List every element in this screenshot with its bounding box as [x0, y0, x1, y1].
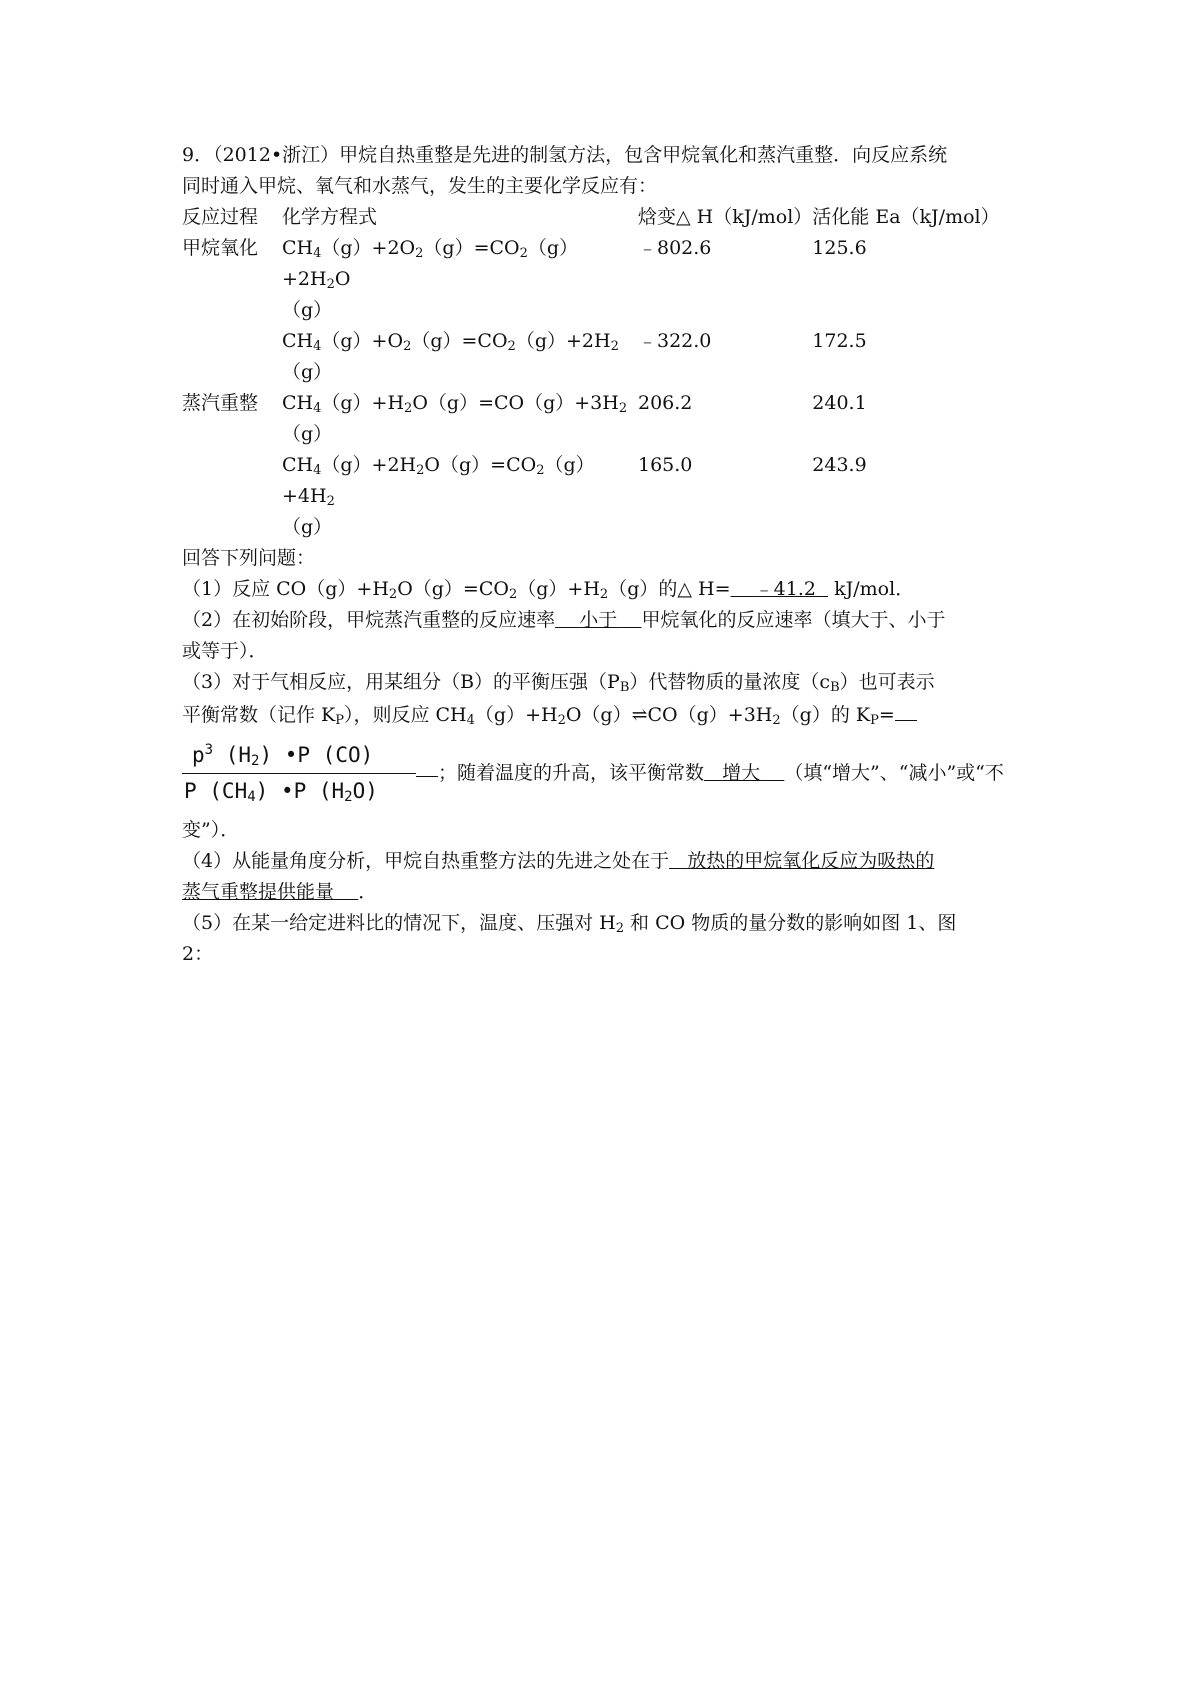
intro-line-2: 同时通入甲烷、氧气和水蒸气，发生的主要化学反应有：: [182, 175, 658, 197]
table-header-row: [182, 202, 1000, 233]
row-enthalpy: ﹣802.6: [638, 237, 712, 259]
question-3-line-1: （3）对于气相反应，用某组分（B）的平衡压强$(P_B)$代替物质的量浓度$(c_B)$也可表示: [182, 671, 935, 695]
answer-1-unit: kJ/mol．: [834, 578, 915, 600]
phase-wrap: （g）: [282, 516, 333, 538]
row-activation: 172.5: [812, 330, 867, 352]
answer-3: 增大: [722, 761, 761, 784]
question-4-line-2: 蒸气重整提供能量 ．: [182, 881, 378, 903]
row-equation: $CH_4(g)+2O_2(g)=CO_2(g)+2H_2O$ （g）: [282, 237, 579, 321]
phase-wrap: （g）: [282, 299, 333, 321]
kp-denominator: P $(CH_4)$ •P $(H_2O)$: [184, 778, 378, 805]
answer-4a: 放热的甲烷氧化反应为吸热的: [687, 850, 935, 872]
table-row: [182, 326, 1000, 388]
header-activation: 活化能 Ea（kJ/mol）: [812, 206, 1000, 228]
row-equation: $CH_4(g)+2H_2O(g)=CO_2(g)+4H_2$ （g）: [282, 454, 595, 538]
header-process: 反应过程: [182, 206, 259, 228]
kp-expression: [182, 740, 416, 807]
row-process: 甲烷氧化: [182, 237, 259, 259]
question-3-line-2: 平衡常数（记作 $K_P$），则反应 $CH_4(g)+H_2O(g)\rightleftharpoons CO(g)+3H_2(g)$的 $K_P=$: [182, 698, 1022, 731]
header-equation: 化学方程式: [282, 206, 378, 228]
question-1: （1）反应 $CO(g)+H_2O(g)=CO_2(g)+H_2(g)$的△ H= ﹣41.2 kJ/mol．: [182, 578, 915, 602]
answer-blank: [416, 770, 438, 777]
table-row: [182, 450, 1000, 543]
reaction-table: [182, 202, 1000, 543]
row-equation: $CH_4(g)+H_2O(g)=CO(g)+3H_2$ （g）: [282, 392, 628, 445]
row-process: [182, 326, 282, 388]
kp-numerator: $p^3$ $(H_2)$ •P (CO): [182, 740, 416, 774]
row-activation: 240.1: [812, 392, 867, 414]
trend-suffix: （填“增大”、“减小”或“不: [784, 761, 1004, 784]
answer-4b: 蒸气重整提供能量: [182, 881, 335, 903]
header-enthalpy: 焓变△ H（kJ/mol）: [638, 206, 813, 228]
row-activation: 125.6: [812, 237, 867, 259]
row-process: 蒸汽重整: [182, 392, 259, 414]
answer-blank: [895, 698, 917, 721]
phase-wrap: （g）: [282, 423, 333, 445]
table-row: [182, 388, 1000, 450]
row-enthalpy: 206.2: [638, 392, 693, 414]
question-2-line-2: 或等于）．: [182, 640, 268, 662]
table-row: [182, 233, 1000, 326]
trend-prefix: ；随着温度的升高，该平衡常数: [438, 761, 705, 784]
question-3-line-3: [182, 735, 1022, 811]
answer-1: ﹣41.2: [754, 578, 816, 600]
row-process: [182, 450, 282, 543]
question-3-end: 变”）．: [182, 819, 240, 841]
question-5: （5）在某一给定进料比的情况下，温度、压强对 $H_2$ 和 CO 物质的量分数的影响如图 1、图: [182, 912, 957, 936]
question-5-line-2: 2：: [182, 943, 214, 965]
row-equation: $CH_4(g)+O_2(g)=CO_2(g)+2H_2(g)$: [282, 330, 619, 383]
question-9: [182, 140, 1022, 970]
answer-2: 小于: [579, 609, 618, 631]
row-activation: 243.9: [812, 454, 867, 476]
row-enthalpy: ﹣322.0: [638, 330, 712, 352]
question-2: （2）在初始阶段，甲烷蒸汽重整的反应速率 小于 甲烷氧化的反应速率（填大于、小于: [182, 609, 946, 631]
row-enthalpy: 165.0: [638, 454, 693, 476]
question-4: （4）从能量角度分析，甲烷自热重整方法的先进之处在于 放热的甲烷氧化反应为吸热的: [182, 850, 935, 872]
intro-line-1: 9．（2012•浙江）甲烷自热重整是先进的制氢方法，包含甲烷氧化和蒸汽重整．向反应系统: [182, 144, 948, 166]
answer-prompt: 回答下列问题：: [182, 547, 316, 569]
